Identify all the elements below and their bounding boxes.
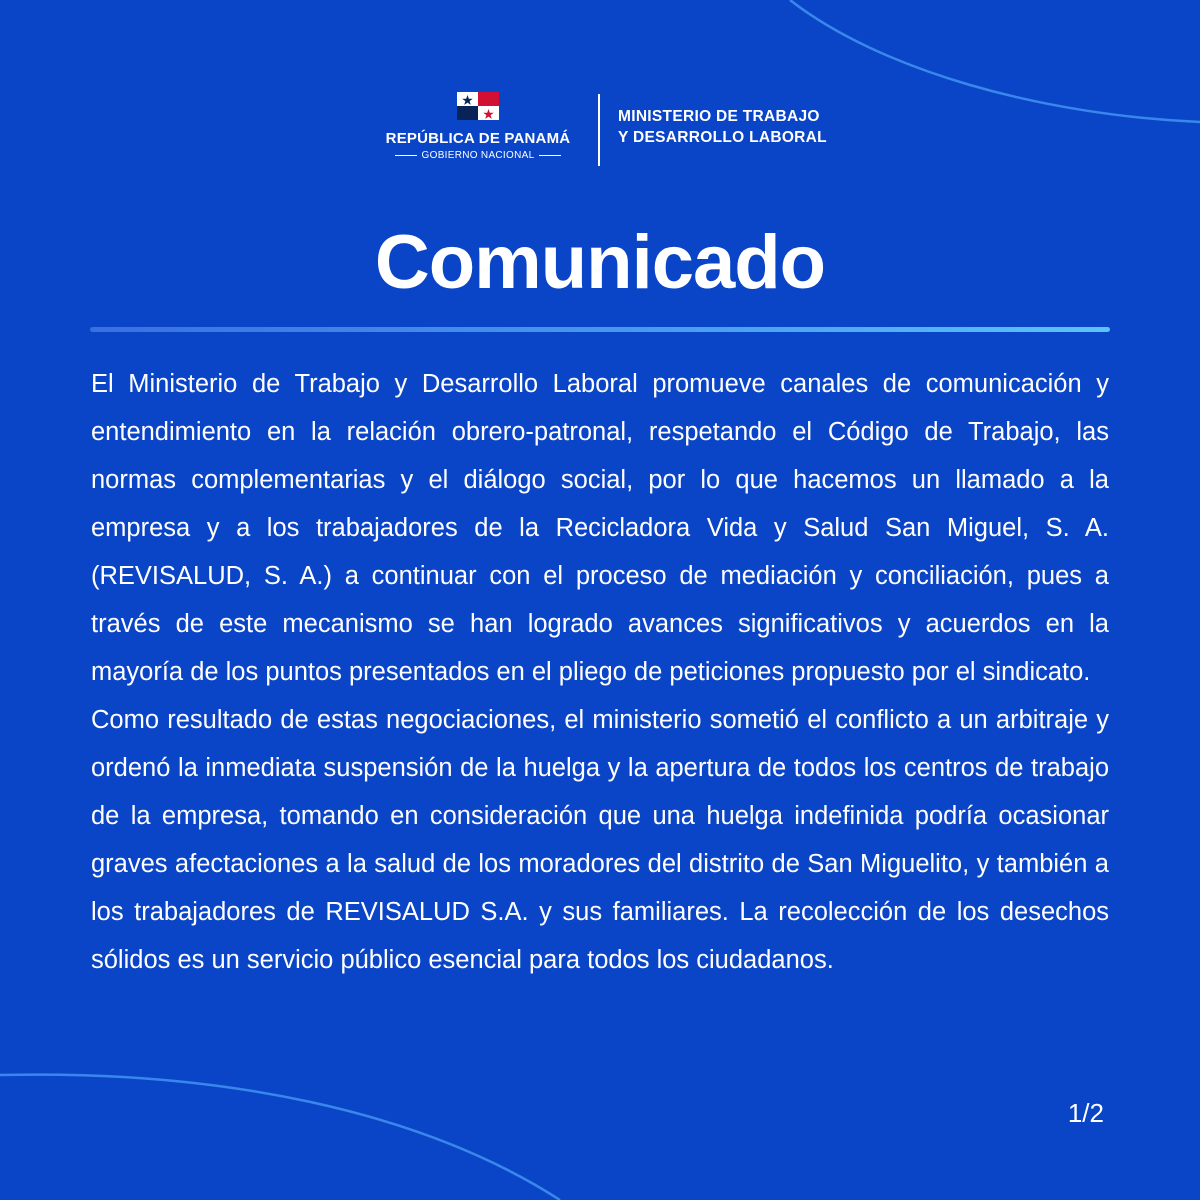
dash-right bbox=[539, 155, 561, 156]
body-paragraph-2: Como resultado de estas negociaciones, el ministerio sometió el conflicto a un arbitraje y ordenó la inmediata suspensión de la huelga y la apertura de todos los centros de trabajo de la empresa, tomando en consideración que una huelga indefinida podría ocasionar graves afectaciones a la salud de los moradores del distrito de San Miguelito, y también a los trabajadores de REVISALUD S.A. y sus familiares. La recolección de los desechos sólidos es un servicio público esencial para todos los ciudadanos. bbox=[91, 706, 1109, 974]
country-name: REPÚBLICA DE PANAMÁ bbox=[385, 130, 571, 147]
ministry-name-line-1: MINISTERIO DE TRABAJO bbox=[618, 108, 820, 125]
page-title: Comunicado bbox=[374, 220, 826, 305]
communique-body bbox=[91, 360, 1109, 984]
page-indicator: 1/2 bbox=[1067, 1098, 1104, 1128]
panama-flag-icon bbox=[457, 92, 499, 120]
government-label-row bbox=[360, 150, 596, 161]
header-logos bbox=[0, 92, 1200, 168]
government-label: GOBIERNO NACIONAL bbox=[421, 150, 535, 161]
dash-left bbox=[395, 155, 417, 156]
body-paragraph-1: El Ministerio de Trabajo y Desarrollo Laboral promueve canales de comunicación y entendimiento en la relación obrero-patronal, respetando el Código de Trabajo, las normas complementarias y el diálogo social, por lo que hacemos un llamado a la empresa y a los trabajadores de la Recicladora Vida y Salud San Miguel, S. A. (REVISALUD, S. A.) a continuar con el proceso de mediación y conciliación, pues a través de este mecanismo se han logrado avances significativos y acuerdos en la mayoría de los puntos presentados en el pliego de peticiones propuesto por el sindicato. bbox=[91, 370, 1109, 686]
header-divider bbox=[598, 94, 600, 166]
ministry-name-line-2: Y DESARROLLO LABORAL bbox=[618, 129, 827, 146]
title-underline bbox=[90, 327, 1110, 332]
